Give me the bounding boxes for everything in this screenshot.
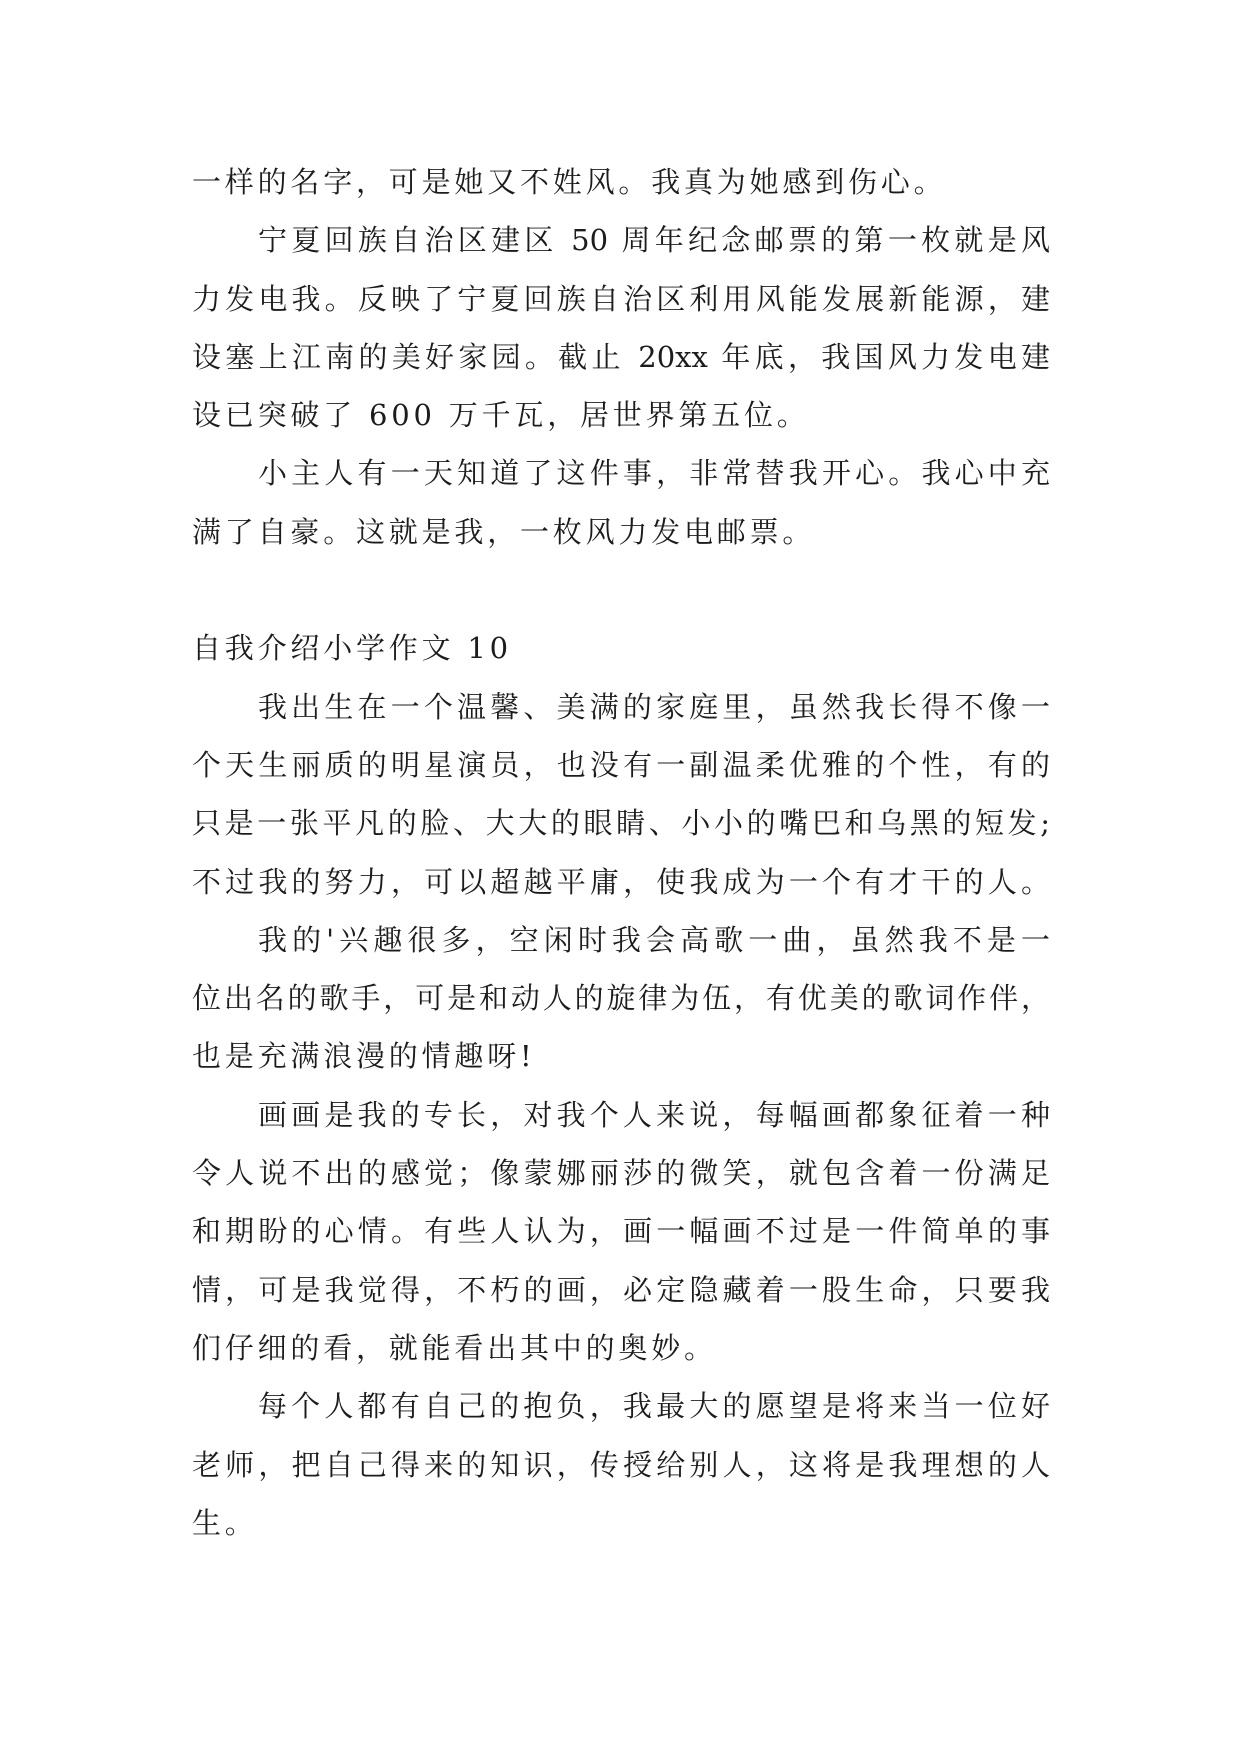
text-line: 力发电我。反映了宁夏回族自治区利用风能发展新能源，建 bbox=[192, 281, 1050, 316]
paragraph bbox=[192, 678, 1050, 911]
text-line: 个天生丽质的明星演员，也没有一副温柔优雅的个性，有的 bbox=[192, 747, 1050, 782]
text-line: 们仔细的看，就能看出其中的奥妙。 bbox=[192, 1330, 717, 1365]
text-line: 小主人有一天知道了这件事，非常替我开心。我心中充 bbox=[258, 456, 1050, 491]
text-line: 宁夏回族自治区建区 50 周年纪念邮票的第一枚就是风 bbox=[258, 223, 1050, 258]
paragraph bbox=[192, 211, 1050, 444]
text-line: 我出生在一个温馨、美满的家庭里，虽然我长得不像一 bbox=[258, 689, 1050, 724]
paragraph bbox=[192, 153, 1050, 211]
paragraph bbox=[192, 1086, 1050, 1377]
blank-line bbox=[192, 561, 1050, 619]
paragraph bbox=[192, 444, 1050, 561]
text-line: 每个人都有自己的抱负，我最大的愿望是将来当一位好 bbox=[258, 1389, 1050, 1424]
essay-title: 自我介绍小学作文 10 bbox=[192, 631, 512, 666]
paragraph bbox=[192, 1377, 1050, 1552]
text-line: 情，可是我觉得，不朽的画，必定隐藏着一股生命，只要我 bbox=[192, 1272, 1050, 1307]
text-line: 我的'兴趣很多，空闲时我会高歌一曲，虽然我不是一 bbox=[258, 922, 1050, 957]
document-body bbox=[192, 153, 1050, 1552]
text-line: 位出名的歌手，可是和动人的旋律为伍，有优美的歌词作伴， bbox=[192, 981, 1050, 1016]
text-line: 令人说不出的感觉；像蒙娜丽莎的微笑，就包含着一份满足 bbox=[192, 1156, 1050, 1191]
text-line: 画画是我的专长，对我个人来说，每幅画都象征着一种 bbox=[258, 1097, 1050, 1132]
text-line: 只是一张平凡的脸、大大的眼睛、小小的嘴巴和乌黑的短发; bbox=[192, 806, 1050, 841]
text-line: 设塞上江南的美好家园。截止 20xx 年底，我国风力发电建 bbox=[192, 339, 1050, 374]
text-line: 一样的名字，可是她又不姓风。我真为她感到伤心。 bbox=[192, 165, 947, 199]
text-line: 设已突破了 600 万千瓦，居世界第五位。 bbox=[192, 398, 810, 433]
text-line: 满了自豪。这就是我，一枚风力发电邮票。 bbox=[192, 514, 816, 549]
text-line: 生。 bbox=[192, 1505, 258, 1540]
text-line: 和期盼的心情。有些人认为，画一幅画不过是一件简单的事 bbox=[192, 1214, 1050, 1249]
text-line: 不过我的努力，可以超越平庸，使我成为一个有才干的人。 bbox=[192, 864, 1050, 899]
paragraph bbox=[192, 911, 1050, 1086]
text-line: 也是充满浪漫的情趣呀! bbox=[192, 1039, 536, 1074]
text-line: 老师，把自己得来的知识，传授给别人，这将是我理想的人 bbox=[192, 1447, 1050, 1482]
